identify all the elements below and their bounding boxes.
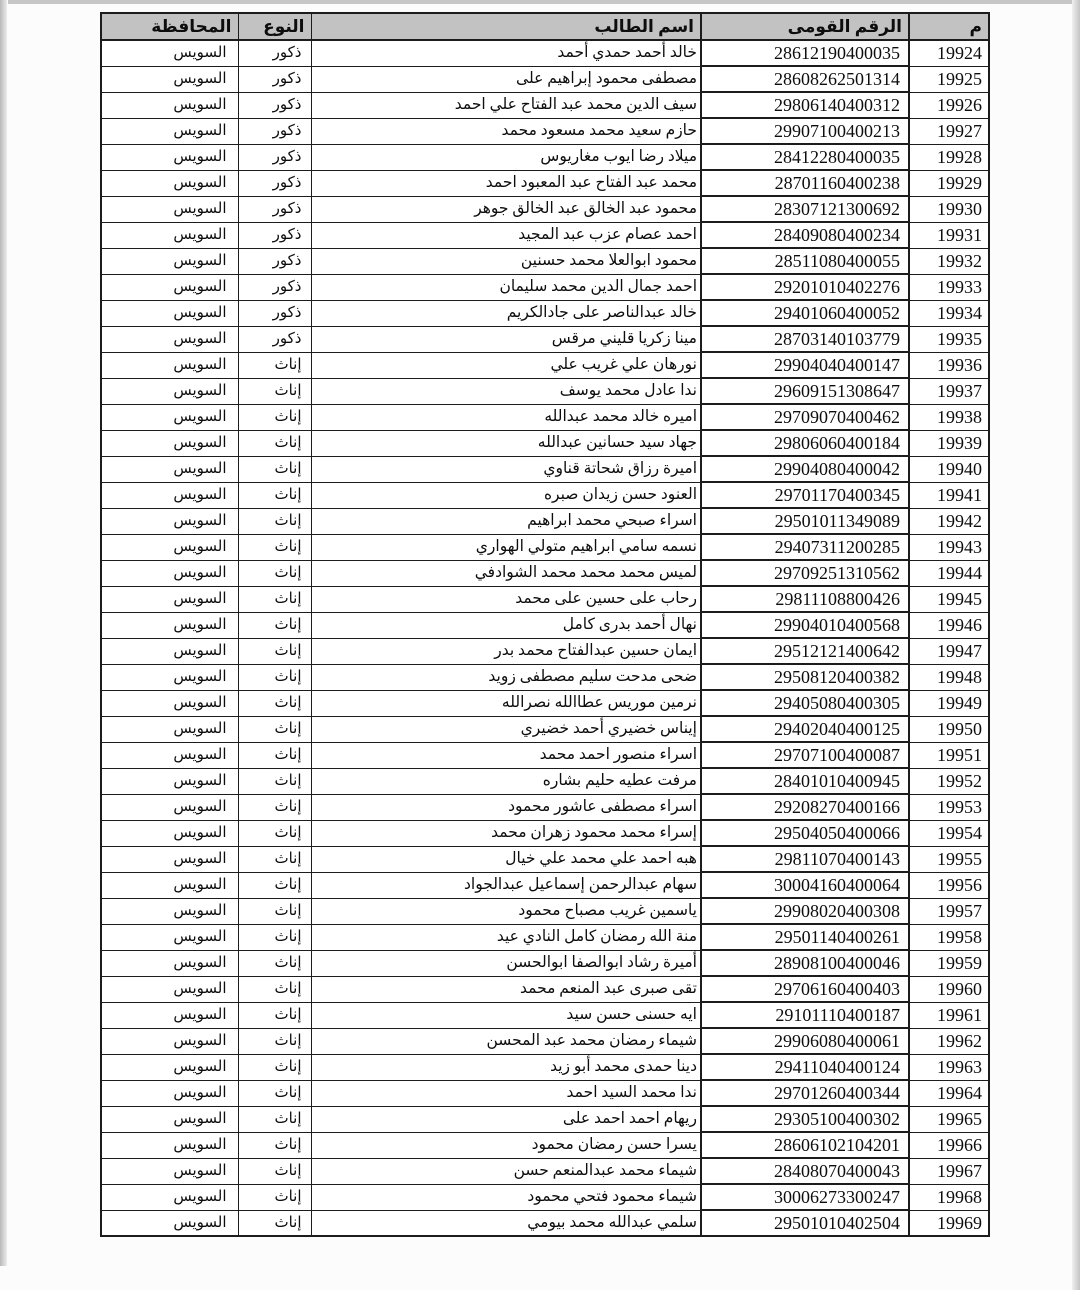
table-row	[101, 1002, 989, 1028]
cell-gender: إناث	[238, 430, 311, 456]
table-row	[101, 1158, 989, 1184]
table-row	[101, 846, 989, 872]
cell-governorate: السويس	[101, 586, 238, 612]
table-row	[101, 820, 989, 846]
cell-gender: إناث	[238, 820, 311, 846]
cell-governorate: السويس	[101, 482, 238, 508]
cell-governorate: السويس	[101, 40, 238, 66]
cell-national-id: 28409080400234	[701, 222, 909, 248]
cell-student-name: سلمي عبدالله محمد بيومي	[311, 1210, 701, 1236]
cell-governorate: السويس	[101, 534, 238, 560]
cell-national-id: 29101110400187	[701, 1002, 909, 1028]
table-row	[101, 40, 989, 66]
cell-gender: إناث	[238, 638, 311, 664]
table-row	[101, 872, 989, 898]
cell-national-id: 29904040400147	[701, 352, 909, 378]
cell-gender: إناث	[238, 1184, 311, 1210]
cell-student-name: خالد أحمد حمدي أحمد	[311, 40, 701, 66]
cell-index: 19966	[909, 1132, 989, 1158]
cell-gender: إناث	[238, 612, 311, 638]
cell-gender: إناث	[238, 1210, 311, 1236]
cell-governorate: السويس	[101, 1002, 238, 1028]
cell-student-name: ايه حسنى حسن سيد	[311, 1002, 701, 1028]
scan-edge-left	[0, 0, 7, 1266]
cell-national-id: 29512121400642	[701, 638, 909, 664]
table-row	[101, 222, 989, 248]
cell-student-name: اميره خالد محمد عبدالله	[311, 404, 701, 430]
table-row	[101, 950, 989, 976]
cell-national-id: 29411040400124	[701, 1054, 909, 1080]
cell-student-name: مينا زكريا قليني مرقس	[311, 326, 701, 352]
cell-student-name: احمد جمال الدين محمد سليمان	[311, 274, 701, 300]
cell-student-name: نورهان علي غريب علي	[311, 352, 701, 378]
table-row	[101, 716, 989, 742]
cell-gender: ذكور	[238, 92, 311, 118]
cell-gender: ذكور	[238, 196, 311, 222]
table-row	[101, 586, 989, 612]
cell-national-id: 29609151308647	[701, 378, 909, 404]
cell-gender: إناث	[238, 560, 311, 586]
cell-governorate: السويس	[101, 820, 238, 846]
cell-gender: إناث	[238, 846, 311, 872]
table-row	[101, 924, 989, 950]
cell-index: 19959	[909, 950, 989, 976]
cell-national-id: 29701260400344	[701, 1080, 909, 1106]
cell-student-name: اسراء مصطفى عاشور محمود	[311, 794, 701, 820]
cell-index: 19963	[909, 1054, 989, 1080]
table-header-row	[101, 13, 989, 40]
cell-governorate: السويس	[101, 274, 238, 300]
cell-governorate: السويس	[101, 1028, 238, 1054]
cell-index: 19945	[909, 586, 989, 612]
cell-governorate: السويس	[101, 846, 238, 872]
cell-index: 19960	[909, 976, 989, 1002]
cell-national-id: 28703140103779	[701, 326, 909, 352]
table-row	[101, 66, 989, 92]
cell-gender: إناث	[238, 482, 311, 508]
table-row	[101, 1210, 989, 1236]
cell-gender: إناث	[238, 976, 311, 1002]
cell-national-id: 29709251310562	[701, 560, 909, 586]
cell-student-name: سيف الدين محمد عبد الفتاح علي احمد	[311, 92, 701, 118]
cell-index: 19925	[909, 66, 989, 92]
cell-index: 19957	[909, 898, 989, 924]
cell-gender: إناث	[238, 1106, 311, 1132]
table-row	[101, 560, 989, 586]
cell-gender: إناث	[238, 586, 311, 612]
table-row	[101, 352, 989, 378]
cell-gender: إناث	[238, 872, 311, 898]
cell-governorate: السويس	[101, 976, 238, 1002]
table-row	[101, 1184, 989, 1210]
table-row	[101, 404, 989, 430]
cell-index: 19929	[909, 170, 989, 196]
table-row	[101, 1132, 989, 1158]
cell-student-name: يسرا حسن رمضان محمود	[311, 1132, 701, 1158]
cell-index: 19941	[909, 482, 989, 508]
cell-index: 19954	[909, 820, 989, 846]
cell-gender: إناث	[238, 1158, 311, 1184]
cell-student-name: مصطفى محمود إبراهيم على	[311, 66, 701, 92]
cell-student-name: محمد عبد الفتاح عبد المعبود احمد	[311, 170, 701, 196]
table-row	[101, 1080, 989, 1106]
table-row	[101, 300, 989, 326]
cell-gender: إناث	[238, 352, 311, 378]
cell-national-id: 28908100400046	[701, 950, 909, 976]
cell-student-name: تقى صبرى عبد المنعم محمد	[311, 976, 701, 1002]
cell-governorate: السويس	[101, 404, 238, 430]
cell-index: 19942	[909, 508, 989, 534]
cell-index: 19930	[909, 196, 989, 222]
cell-governorate: السويس	[101, 326, 238, 352]
students-table-body	[101, 40, 989, 1236]
cell-national-id: 28606102104201	[701, 1132, 909, 1158]
cell-governorate: السويس	[101, 352, 238, 378]
cell-governorate: السويس	[101, 66, 238, 92]
cell-governorate: السويس	[101, 898, 238, 924]
cell-student-name: نهال أحمد بدرى كامل	[311, 612, 701, 638]
cell-index: 19955	[909, 846, 989, 872]
cell-index: 19964	[909, 1080, 989, 1106]
cell-national-id: 28612190400035	[701, 40, 909, 66]
cell-gender: ذكور	[238, 274, 311, 300]
table-row	[101, 1054, 989, 1080]
table-row	[101, 690, 989, 716]
cell-student-name: ضحى مدحت سليم مصطفى زويد	[311, 664, 701, 690]
header-index: م	[909, 13, 989, 40]
cell-index: 19944	[909, 560, 989, 586]
cell-index: 19949	[909, 690, 989, 716]
cell-governorate: السويس	[101, 1184, 238, 1210]
table-row	[101, 508, 989, 534]
cell-index: 19969	[909, 1210, 989, 1236]
cell-index: 19961	[909, 1002, 989, 1028]
cell-index: 19926	[909, 92, 989, 118]
cell-gender: إناث	[238, 924, 311, 950]
cell-student-name: إيناس خضيري أحمد خضيري	[311, 716, 701, 742]
cell-national-id: 29407311200285	[701, 534, 909, 560]
cell-national-id: 28608262501314	[701, 66, 909, 92]
cell-gender: ذكور	[238, 144, 311, 170]
cell-index: 19931	[909, 222, 989, 248]
cell-index: 19928	[909, 144, 989, 170]
table-row	[101, 1106, 989, 1132]
table-row	[101, 638, 989, 664]
cell-student-name: نرمين موريس عطاالله نصرالله	[311, 690, 701, 716]
cell-index: 19947	[909, 638, 989, 664]
cell-governorate: السويس	[101, 924, 238, 950]
cell-national-id: 29305100400302	[701, 1106, 909, 1132]
cell-student-name: خالد عبدالناصر على جادالكريم	[311, 300, 701, 326]
cell-governorate: السويس	[101, 300, 238, 326]
cell-governorate: السويس	[101, 1054, 238, 1080]
cell-index: 19967	[909, 1158, 989, 1184]
scan-edge-right	[1072, 0, 1080, 1290]
cell-index: 19958	[909, 924, 989, 950]
cell-student-name: محمود ابوالعلا محمد حسنين	[311, 248, 701, 274]
cell-national-id: 29504050400066	[701, 820, 909, 846]
cell-national-id: 29709070400462	[701, 404, 909, 430]
cell-national-id: 29401060400052	[701, 300, 909, 326]
cell-governorate: السويس	[101, 716, 238, 742]
table-row	[101, 326, 989, 352]
cell-national-id: 29501010402504	[701, 1210, 909, 1236]
cell-student-name: منة الله رمضان كامل النادي عيد	[311, 924, 701, 950]
cell-gender: إناث	[238, 768, 311, 794]
cell-national-id: 29201010402276	[701, 274, 909, 300]
cell-governorate: السويس	[101, 456, 238, 482]
table-row	[101, 768, 989, 794]
cell-governorate: السويس	[101, 612, 238, 638]
cell-governorate: السويس	[101, 1106, 238, 1132]
cell-gender: إناث	[238, 716, 311, 742]
cell-governorate: السويس	[101, 170, 238, 196]
cell-gender: إناث	[238, 664, 311, 690]
cell-governorate: السويس	[101, 92, 238, 118]
cell-national-id: 29701170400345	[701, 482, 909, 508]
cell-gender: إناث	[238, 1132, 311, 1158]
cell-national-id: 29405080400305	[701, 690, 909, 716]
cell-gender: ذكور	[238, 300, 311, 326]
cell-gender: إناث	[238, 1002, 311, 1028]
cell-index: 19943	[909, 534, 989, 560]
table-row	[101, 248, 989, 274]
cell-index: 19935	[909, 326, 989, 352]
cell-national-id: 29904010400568	[701, 612, 909, 638]
table-row	[101, 534, 989, 560]
cell-governorate: السويس	[101, 690, 238, 716]
cell-student-name: محمود عبد الخالق عبد الخالق جوهر	[311, 196, 701, 222]
cell-governorate: السويس	[101, 872, 238, 898]
cell-student-name: شيماء رمضان محمد عبد المحسن	[311, 1028, 701, 1054]
cell-governorate: السويس	[101, 430, 238, 456]
cell-index: 19939	[909, 430, 989, 456]
cell-gender: إناث	[238, 404, 311, 430]
cell-student-name: دينا حمدى محمد أبو زيد	[311, 1054, 701, 1080]
cell-national-id: 29707100400087	[701, 742, 909, 768]
table-row	[101, 144, 989, 170]
cell-gender: ذكور	[238, 248, 311, 274]
cell-national-id: 28307121300692	[701, 196, 909, 222]
cell-national-id: 28701160400238	[701, 170, 909, 196]
cell-national-id: 29907100400213	[701, 118, 909, 144]
cell-governorate: السويس	[101, 742, 238, 768]
table-row	[101, 612, 989, 638]
cell-national-id: 29508120400382	[701, 664, 909, 690]
cell-student-name: ايمان حسين عبدالفتاح محمد بدر	[311, 638, 701, 664]
cell-student-name: ميلاد رضا ايوب مغاريوس	[311, 144, 701, 170]
cell-student-name: اسراء منصور احمد محمد	[311, 742, 701, 768]
cell-index: 19937	[909, 378, 989, 404]
cell-student-name: ياسمين غريب مصباح محمود	[311, 898, 701, 924]
cell-student-name: أميرة رشاد ابوالصفا ابوالحسن	[311, 950, 701, 976]
cell-national-id: 28408070400043	[701, 1158, 909, 1184]
cell-governorate: السويس	[101, 950, 238, 976]
cell-national-id: 28412280400035	[701, 144, 909, 170]
cell-student-name: مرفت عطيه حليم بشاره	[311, 768, 701, 794]
cell-student-name: نسمه سامي ابراهيم متولي الهواري	[311, 534, 701, 560]
cell-national-id: 29811108800426	[701, 586, 909, 612]
cell-index: 19938	[909, 404, 989, 430]
cell-index: 19936	[909, 352, 989, 378]
table-row	[101, 92, 989, 118]
cell-national-id: 29501011349089	[701, 508, 909, 534]
cell-gender: إناث	[238, 1080, 311, 1106]
table-row	[101, 456, 989, 482]
cell-governorate: السويس	[101, 768, 238, 794]
table-row	[101, 430, 989, 456]
cell-index: 19968	[909, 1184, 989, 1210]
cell-student-name: إسراء محمد محمود زهران محمد	[311, 820, 701, 846]
cell-student-name: جهاد سيد حسانين عبدالله	[311, 430, 701, 456]
cell-national-id: 29806140400312	[701, 92, 909, 118]
cell-student-name: رحاب على حسين على محمد	[311, 586, 701, 612]
cell-governorate: السويس	[101, 1132, 238, 1158]
cell-gender: إناث	[238, 1054, 311, 1080]
cell-gender: ذكور	[238, 66, 311, 92]
cell-governorate: السويس	[101, 378, 238, 404]
cell-national-id: 29908020400308	[701, 898, 909, 924]
table-row	[101, 976, 989, 1002]
cell-index: 19952	[909, 768, 989, 794]
cell-index: 19934	[909, 300, 989, 326]
cell-governorate: السويس	[101, 1210, 238, 1236]
cell-national-id: 29402040400125	[701, 716, 909, 742]
cell-index: 19940	[909, 456, 989, 482]
cell-index: 19950	[909, 716, 989, 742]
cell-national-id: 29706160400403	[701, 976, 909, 1002]
cell-gender: إناث	[238, 742, 311, 768]
table-row	[101, 378, 989, 404]
cell-gender: ذكور	[238, 326, 311, 352]
cell-governorate: السويس	[101, 222, 238, 248]
scan-edge-top	[8, 0, 1074, 4]
cell-student-name: اسراء صبحي محمد ابراهيم	[311, 508, 701, 534]
header-gender: النوع	[238, 13, 311, 40]
cell-gender: إناث	[238, 950, 311, 976]
cell-student-name: سهام عبدالرحمن إسماعيل عبدالجواد	[311, 872, 701, 898]
table-row	[101, 196, 989, 222]
students-table	[100, 12, 990, 1237]
cell-national-id: 30004160400064	[701, 872, 909, 898]
cell-student-name: لميس محمد محمد محمد الشوادفي	[311, 560, 701, 586]
cell-national-id: 29904080400042	[701, 456, 909, 482]
cell-student-name: شيماء محمد عبدالمنعم حسن	[311, 1158, 701, 1184]
cell-student-name: حازم سعيد محمد مسعود محمد	[311, 118, 701, 144]
cell-index: 19946	[909, 612, 989, 638]
cell-governorate: السويس	[101, 144, 238, 170]
table-row	[101, 170, 989, 196]
header-student-name: اسم الطالب	[311, 13, 701, 40]
cell-gender: إناث	[238, 794, 311, 820]
cell-student-name: شيماء محمود فتحي محمود	[311, 1184, 701, 1210]
cell-national-id: 29501140400261	[701, 924, 909, 950]
cell-student-name: ندا محمد السيد احمد	[311, 1080, 701, 1106]
table-row	[101, 482, 989, 508]
cell-gender: ذكور	[238, 118, 311, 144]
cell-governorate: السويس	[101, 118, 238, 144]
cell-index: 19965	[909, 1106, 989, 1132]
cell-gender: إناث	[238, 1028, 311, 1054]
cell-index: 19953	[909, 794, 989, 820]
cell-national-id: 29811070400143	[701, 846, 909, 872]
cell-gender: إناث	[238, 378, 311, 404]
header-national-id: الرقم القومى	[701, 13, 909, 40]
cell-governorate: السويس	[101, 664, 238, 690]
cell-gender: ذكور	[238, 222, 311, 248]
table-row	[101, 1028, 989, 1054]
cell-governorate: السويس	[101, 560, 238, 586]
cell-governorate: السويس	[101, 1158, 238, 1184]
table-row	[101, 794, 989, 820]
cell-index: 19927	[909, 118, 989, 144]
cell-gender: إناث	[238, 898, 311, 924]
cell-governorate: السويس	[101, 196, 238, 222]
cell-index: 19962	[909, 1028, 989, 1054]
cell-national-id: 30006273300247	[701, 1184, 909, 1210]
cell-gender: ذكور	[238, 40, 311, 66]
cell-student-name: هبه احمد علي محمد علي خيال	[311, 846, 701, 872]
cell-index: 19948	[909, 664, 989, 690]
cell-national-id: 29208270400166	[701, 794, 909, 820]
cell-national-id: 28401010400945	[701, 768, 909, 794]
cell-student-name: اميرة رزاق شحاتة قناوي	[311, 456, 701, 482]
cell-index: 19951	[909, 742, 989, 768]
cell-gender: إناث	[238, 534, 311, 560]
cell-student-name: ندا عادل محمد يوسف	[311, 378, 701, 404]
cell-index: 19933	[909, 274, 989, 300]
table-row	[101, 898, 989, 924]
cell-student-name: احمد عصام عزب عبد المجيد	[311, 222, 701, 248]
cell-governorate: السويس	[101, 638, 238, 664]
table-row	[101, 274, 989, 300]
cell-gender: إناث	[238, 508, 311, 534]
table-row	[101, 742, 989, 768]
cell-national-id: 29806060400184	[701, 430, 909, 456]
cell-index: 19932	[909, 248, 989, 274]
cell-index: 19924	[909, 40, 989, 66]
cell-governorate: السويس	[101, 794, 238, 820]
header-governorate: المحافظة	[101, 13, 238, 40]
cell-governorate: السويس	[101, 1080, 238, 1106]
cell-student-name: العنود حسن زيدان صبره	[311, 482, 701, 508]
cell-national-id: 29906080400061	[701, 1028, 909, 1054]
cell-gender: ذكور	[238, 170, 311, 196]
cell-index: 19956	[909, 872, 989, 898]
cell-governorate: السويس	[101, 508, 238, 534]
cell-gender: إناث	[238, 690, 311, 716]
cell-gender: إناث	[238, 456, 311, 482]
table-row	[101, 118, 989, 144]
cell-national-id: 28511080400055	[701, 248, 909, 274]
cell-governorate: السويس	[101, 248, 238, 274]
cell-student-name: ريهام احمد احمد على	[311, 1106, 701, 1132]
table-row	[101, 664, 989, 690]
